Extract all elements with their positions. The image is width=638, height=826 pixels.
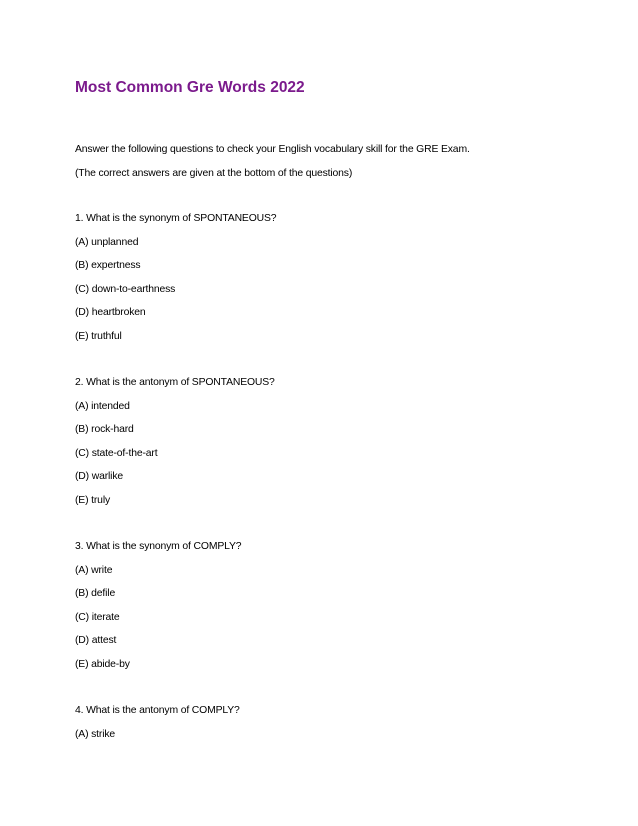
document-title: Most Common Gre Words 2022 bbox=[75, 79, 305, 96]
question-1-option-e: (E) truthful bbox=[75, 331, 122, 342]
question-1-option-c: (C) down-to-earthness bbox=[75, 284, 176, 295]
question-4: 4. What is the antonym of COMPLY? bbox=[75, 705, 240, 716]
question-1: 1. What is the synonym of SPONTANEOUS? bbox=[75, 213, 277, 224]
question-2-option-b: (B) rock-hard bbox=[75, 424, 134, 435]
question-2-option-a: (A) intended bbox=[75, 401, 130, 412]
question-4-option-a: (A) strike bbox=[75, 729, 116, 740]
question-3-option-a: (A) write bbox=[75, 565, 113, 576]
question-1-option-d: (D) heartbroken bbox=[75, 307, 146, 318]
question-1-option-a: (A) unplanned bbox=[75, 237, 139, 248]
question-1-option-b: (B) expertness bbox=[75, 260, 141, 271]
question-3-option-b: (B) defile bbox=[75, 588, 116, 599]
intro-text: Answer the following questions to check your English vocabulary skill for the GRE Exam. bbox=[75, 144, 470, 155]
question-2: 2. What is the antonym of SPONTANEOUS? bbox=[75, 377, 275, 388]
question-3-option-c: (C) iterate bbox=[75, 612, 120, 623]
question-2-option-c: (C) state-of-the-art bbox=[75, 448, 158, 459]
question-2-option-e: (E) truly bbox=[75, 495, 111, 506]
question-2-option-d: (D) warlike bbox=[75, 471, 123, 482]
question-3: 3. What is the synonym of COMPLY? bbox=[75, 541, 242, 552]
question-3-option-e: (E) abide-by bbox=[75, 659, 130, 670]
answers-note: (The correct answers are given at the bottom of the questions) bbox=[75, 168, 353, 179]
question-3-option-d: (D) attest bbox=[75, 635, 117, 646]
